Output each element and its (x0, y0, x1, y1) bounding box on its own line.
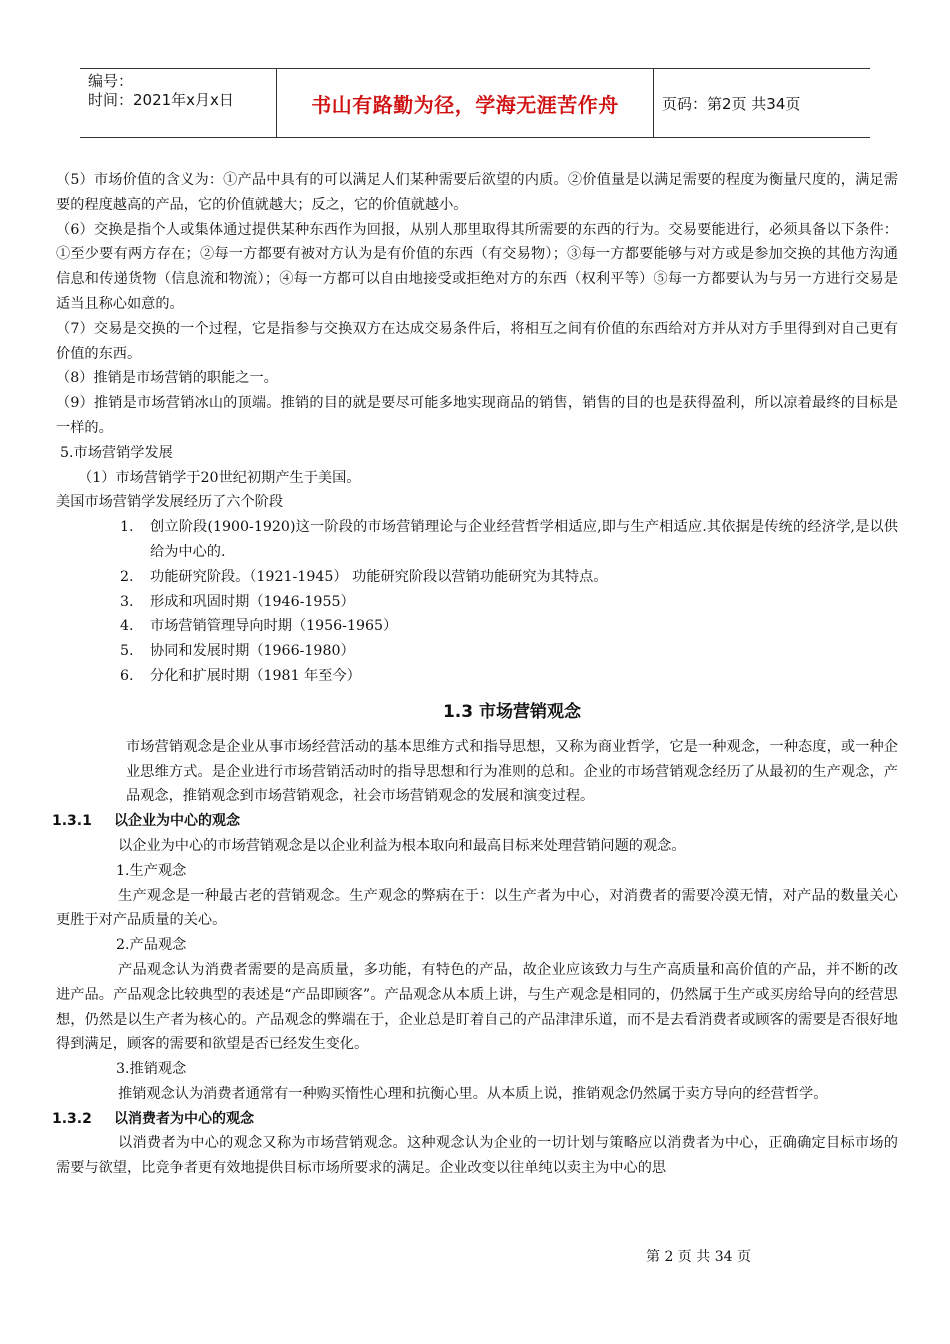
development-title: 5.市场营销学发展 (60, 444, 173, 461)
subsection-title: 以消费者为中心的观念 (114, 1110, 254, 1127)
page-footer: 第 2 页 共 34 页 (646, 1249, 751, 1265)
section-intro-block (56, 735, 898, 809)
paragraph-5: （5）市场价值的含义为：①产品中具有的可以满足人们某种需要后欲望的内质。②价值量是以满足需要的程度为衡量尺度的，满足需要的程度越高的产品，它的价值就越大；反之，它的价值就越小。 (56, 172, 898, 213)
subsection-intro: 以消费者为中心的观念又称为市场营销观念。这种观念认为企业的一切计划与策略应以消费者为中心，正确确定目标市场的需要与欲望，比竞争者更有效地提供目标市场所要求的满足。企业改变以往单纯以卖主为中心的思 (56, 1135, 898, 1177)
list-item-number: 6. (120, 667, 134, 684)
list-item (56, 590, 898, 615)
list-item-number: 3. (120, 593, 134, 610)
header-meta-cell (80, 69, 276, 137)
header-page-info: 页码：第2页 共34页 (662, 94, 801, 113)
list-item (56, 614, 898, 639)
header-number-label: 编号： (88, 72, 134, 90)
paragraph-6: （6）交换是指个人或集体通过提供某种东西作为回报，从别人那里取得其所需要的东西的行为。交易要能进行，必须具备以下条件：①至少要有两方存在；②每一方都要有被对方认为是有价值的东西（有交易物）；③每一方都要能够与对方或是参加交换的其他方沟通信息和传递货物（信息流和物流）；④每一方都可以自由地接受或拒绝对方的东西（权利平等）⑤每一方都要认为与另一方进行交易是适当且称心如意的。 (56, 221, 898, 312)
concept-text-product: 产品观念认为消费者需要的是高质量，多功能，有特色的产品，故企业应该致力与生产高质量和高价值的产品，并不断的改进产品。产品观念比较典型的表述是“产品即顾客”。产品观念从本质上讲，与生产观念是相同的，仍然属于生产或买房给导向的经营思想，仍然是以生产者为核心的。产品观念的弊端在于，企业总是盯着自己的产品津津乐道，而不是去看消费者或顾客的需要是否很好地得到满足，顾客的需要和欲望是否已经发生变化。 (56, 961, 898, 1053)
list-item (56, 639, 898, 664)
list-item-number: 1. (120, 519, 134, 536)
paragraph-9: （9）推销是市场营销冰山的顶端。推销的目的就是要尽可能多地实现商品的销售，销售的目的也是获得盈利，所以凉着最终的目标是一样的。 (56, 395, 898, 436)
concept-title-production: 1.生产观念 (116, 862, 187, 879)
concept-title-product: 2.产品观念 (116, 937, 187, 954)
header-motto: 书山有路勤为径，学海无涯苦作舟 (276, 69, 654, 137)
list-item (56, 565, 898, 590)
concept-text-production: 生产观念是一种最古老的营销观念。生产观念的弊病在于：以生产者为中心，对消费者的需要冷漠无情，对产品的数量关心更胜于对产品质量的关心。 (56, 887, 898, 929)
subsection-intro: 以企业为中心的市场营销观念是以企业利益为根本取向和最高目标来处理营销问题的观念。 (118, 837, 686, 854)
section-intro: 市场营销观念是企业从事市场经营活动的基本思维方式和指导思想，又称为商业哲学，它是一种观念，一种态度，或一种企业思维方式。是企业进行市场营销活动时的指导思想和行为准则的总和。企业的市场营销观念经历了从最初的生产观念，产品观念，推销观念到市场营销观念，社会市场营销观念的发展和演变过程。 (126, 738, 898, 805)
list-item-text: 分化和扩展时期（1981 年至今） (150, 667, 361, 684)
section-title: 1.3 市场营销观念 (442, 701, 582, 722)
document-body (52, 168, 898, 1181)
subsection-number: 1.3.1 (52, 813, 92, 830)
development-item-1: （1）市场营销学于20世纪初期产生于美国。 (78, 469, 361, 486)
list-item (56, 664, 898, 689)
concept-text-selling: 推销观念认为消费者通常有一种购买惰性心理和抗衡心里。从本质上说，推销观念仍然属于卖方导向的经营哲学。 (118, 1085, 828, 1102)
list-item-text: 创立阶段(1900-1920)这一阶段的市场营销理论与企业经营哲学相适应,即与生产相适应.其依据是传统的经济学,是以供给为中心的. (150, 519, 898, 560)
list-item-number: 4. (120, 618, 134, 635)
subsection-heading-1-3-2 (52, 1107, 898, 1132)
list-item-text: 功能研究阶段。（1921-1945） 功能研究阶段以营销功能研究为其特点。 (150, 568, 608, 585)
development-intro: 美国市场营销学发展经历了六个阶段 (56, 494, 284, 511)
list-item-text: 协同和发展时期（1966-1980） (150, 643, 355, 660)
header-time-label: 时间：2021年x月x日 (88, 91, 234, 109)
paragraph-7: （7）交易是交换的一个过程，它是指参与交换双方在达成交易条件后，将相互之间有价值的东西给对方并从对方手里得到对自己更有价值的东西。 (56, 320, 898, 362)
subsection-heading-1-3-1 (52, 809, 898, 834)
list-item-text: 市场营销管理导向时期（1956-1965） (150, 618, 398, 635)
header-table (80, 68, 870, 138)
stage-list (56, 515, 898, 689)
subsection-number: 1.3.2 (52, 1110, 92, 1127)
subsection-title: 以企业为中心的观念 (114, 813, 240, 830)
paragraph-8: （8）推销是市场营销的职能之一。 (56, 370, 278, 387)
list-item-number: 2. (120, 568, 134, 585)
list-item (56, 515, 898, 565)
concept-title-selling: 3.推销观念 (116, 1061, 187, 1078)
list-item-number: 5. (120, 643, 134, 660)
list-item-text: 形成和巩固时期（1946-1955） (150, 593, 355, 610)
